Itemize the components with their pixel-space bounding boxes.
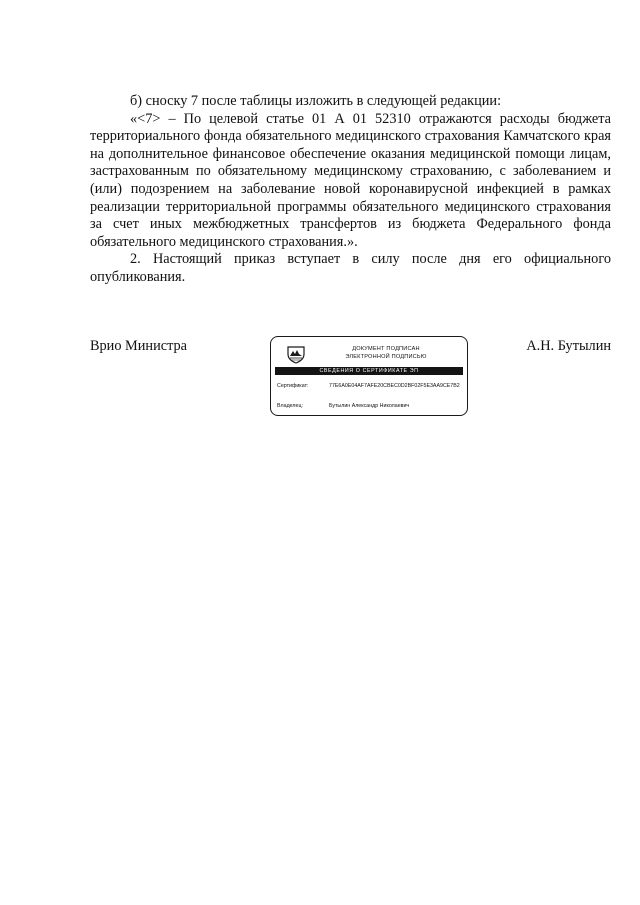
stamp-header-line1: ДОКУМЕНТ ПОДПИСАН: [352, 346, 420, 352]
stamp-owner-line: [277, 403, 463, 410]
signatory-position: Врио Министра: [90, 338, 187, 354]
stamp-header-line2: ЭЛЕКТРОННОЙ ПОДПИСЬЮ: [345, 354, 427, 360]
signature-block: [90, 335, 611, 425]
coat-of-arms-icon: [285, 344, 307, 364]
paragraph-effective-date: 2. Настоящий приказ вступает в силу после дня его официального опубликования.: [90, 251, 611, 285]
certificate-value: 77E6A0E04AF7AFE20CBEC0D2BF02F5E3AA9CE7B2: [329, 383, 460, 389]
stamp-header: [311, 345, 461, 361]
signatory-name: А.Н. Бутылин: [526, 338, 611, 354]
paragraph-footnote-intro: б) сноску 7 после таблицы изложить в следующей редакции:: [130, 93, 502, 109]
paragraph-footnote-text: «<7> – По целевой статье 01 А 01 52310 отражаются расходы бюджета территориального фонда обязательного медицинского страхования Камчатского края на дополнительное финансовое обеспечение оказания медицинской помощи лицам, застрахованным по обязательному медицинскому страхованию, с заболеванием и (или) подозрением на заболевание новой коронавирусной инфекцией в рамках реализации территориальной программы обязательного медицинского страхования за счет иных межбюджетных трансфертов из бюджета Федерального фонда обязательного медицинского страхования.».: [90, 110, 611, 250]
owner-value: Бутылин Александр Николаевич: [329, 403, 410, 409]
certificate-label: Сертификат:: [277, 383, 309, 389]
stamp-certificate-bar: СВЕДЕНИЯ О СЕРТИФИКАТЕ ЭП: [275, 367, 463, 375]
electronic-signature-stamp: [270, 336, 468, 416]
document-body: [90, 93, 611, 287]
stamp-certificate-line: [277, 383, 463, 390]
owner-label: Владелец:: [277, 403, 303, 409]
